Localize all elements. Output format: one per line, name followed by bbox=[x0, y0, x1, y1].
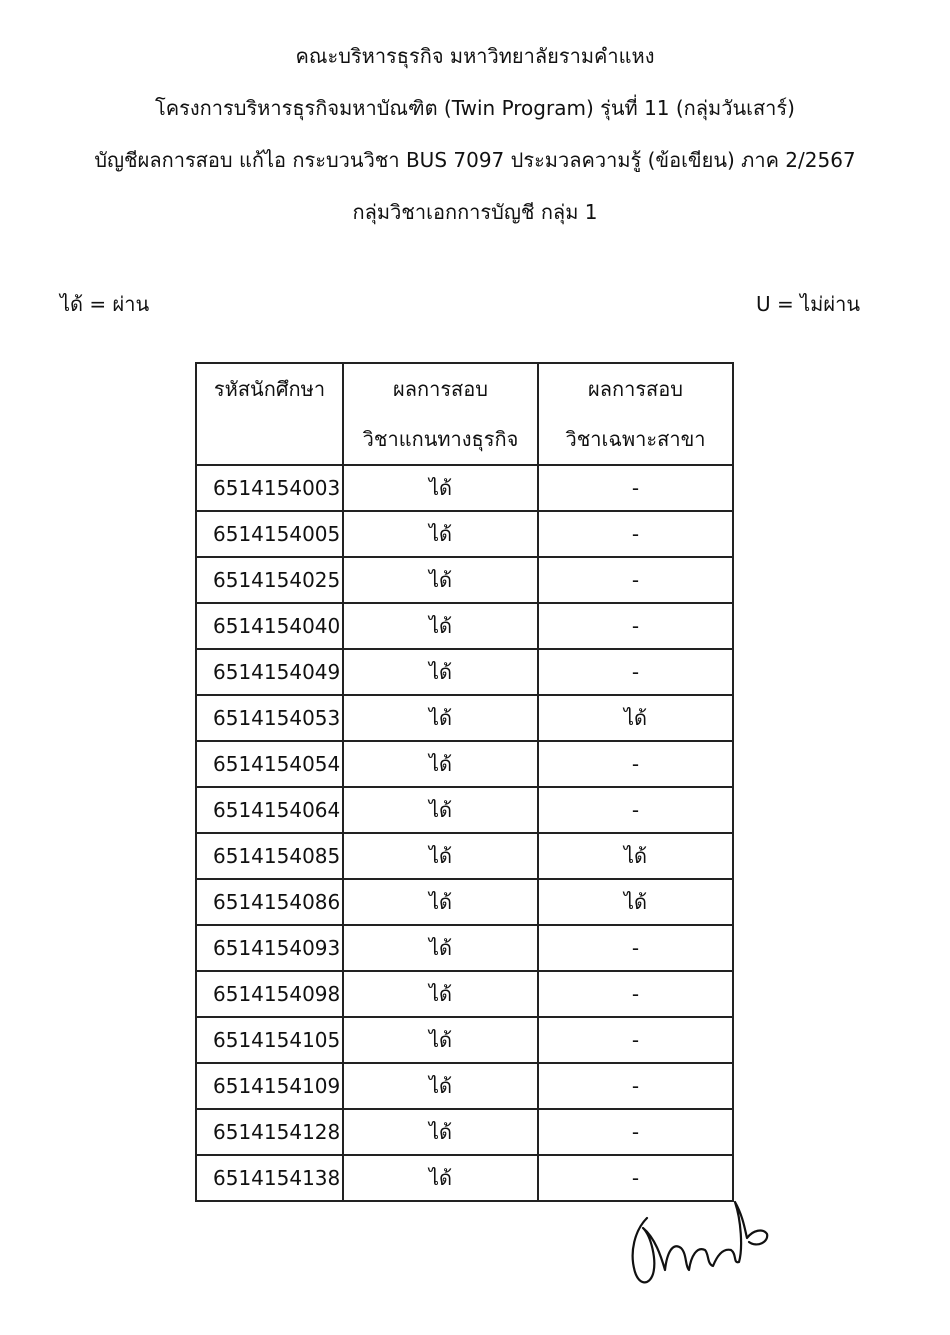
major-result-cell: - bbox=[538, 1109, 733, 1155]
major-group-title: กลุ่มวิชาเอกการบัญชี กลุ่ม 1 bbox=[352, 200, 598, 224]
major-result-cell: ได้ bbox=[538, 695, 733, 741]
table-row bbox=[196, 603, 733, 649]
student-id-cell: 6514154054 bbox=[196, 741, 343, 787]
student-id-cell: 6514154138 bbox=[196, 1155, 343, 1201]
major-result-cell: - bbox=[538, 925, 733, 971]
student-id-cell: 6514154005 bbox=[196, 511, 343, 557]
legend-fail: U = ไม่ผ่าน bbox=[756, 292, 860, 316]
core-result-cell: ได้ bbox=[343, 1063, 538, 1109]
signature bbox=[625, 1190, 775, 1290]
core-result-cell: ได้ bbox=[343, 879, 538, 925]
table-header-row bbox=[196, 363, 733, 465]
table-row bbox=[196, 925, 733, 971]
program-title: โครงการบริหารธุรกิจมหาบัณฑิต (Twin Program) รุ่นที่ 11 (กลุ่มวันเสาร์) bbox=[155, 96, 795, 120]
major-result-cell: - bbox=[538, 971, 733, 1017]
table-row bbox=[196, 1017, 733, 1063]
student-id-cell: 6514154040 bbox=[196, 603, 343, 649]
core-result-cell: ได้ bbox=[343, 649, 538, 695]
core-result-cell: ได้ bbox=[343, 465, 538, 511]
major-result-cell: - bbox=[538, 1063, 733, 1109]
core-result-cell: ได้ bbox=[343, 1155, 538, 1201]
student-id-cell: 6514154098 bbox=[196, 971, 343, 1017]
student-id-cell: 6514154025 bbox=[196, 557, 343, 603]
results-table bbox=[195, 362, 734, 1202]
core-result-cell: ได้ bbox=[343, 511, 538, 557]
core-result-cell: ได้ bbox=[343, 787, 538, 833]
student-id-cell: 6514154049 bbox=[196, 649, 343, 695]
student-id-cell: 6514154053 bbox=[196, 695, 343, 741]
core-result-cell: ได้ bbox=[343, 741, 538, 787]
major-result-cell: - bbox=[538, 1017, 733, 1063]
major-result-cell: - bbox=[538, 1155, 733, 1201]
major-result-cell: - bbox=[538, 603, 733, 649]
student-id-cell: 6514154003 bbox=[196, 465, 343, 511]
student-id-cell: 6514154128 bbox=[196, 1109, 343, 1155]
exam-results-title: บัญชีผลการสอบ แก้ไอ กระบวนวิชา BUS 7097 ประมวลความรู้ (ข้อเขียน) ภาค 2/2567 bbox=[94, 148, 856, 172]
student-id-cell: 6514154105 bbox=[196, 1017, 343, 1063]
student-id-cell: 6514154064 bbox=[196, 787, 343, 833]
table-row bbox=[196, 465, 733, 511]
table-row bbox=[196, 1109, 733, 1155]
core-result-cell: ได้ bbox=[343, 925, 538, 971]
document-header bbox=[0, 30, 950, 238]
student-id-header: รหัสนักศึกษา bbox=[196, 363, 343, 465]
student-id-cell: 6514154085 bbox=[196, 833, 343, 879]
table-row bbox=[196, 557, 733, 603]
faculty-title: คณะบริหารธุรกิจ มหาวิทยาลัยรามคำแหง bbox=[295, 44, 655, 68]
legend-pass: ได้ = ผ่าน bbox=[60, 292, 150, 316]
core-result-cell: ได้ bbox=[343, 603, 538, 649]
core-result-cell: ได้ bbox=[343, 971, 538, 1017]
major-result-cell: - bbox=[538, 557, 733, 603]
major-result-cell: - bbox=[538, 511, 733, 557]
core-result-cell: ได้ bbox=[343, 1109, 538, 1155]
major-result-header: ผลการสอบ วิชาเฉพาะสาขา bbox=[538, 363, 733, 465]
table-row bbox=[196, 787, 733, 833]
table-row bbox=[196, 695, 733, 741]
major-result-cell: - bbox=[538, 741, 733, 787]
student-id-cell: 6514154093 bbox=[196, 925, 343, 971]
core-result-header: ผลการสอบ วิชาแกนทางธุรกิจ bbox=[343, 363, 538, 465]
table-row bbox=[196, 511, 733, 557]
table-row bbox=[196, 741, 733, 787]
core-result-cell: ได้ bbox=[343, 1017, 538, 1063]
core-result-cell: ได้ bbox=[343, 833, 538, 879]
table-row bbox=[196, 1063, 733, 1109]
student-id-cell: 6514154109 bbox=[196, 1063, 343, 1109]
major-result-cell: ได้ bbox=[538, 879, 733, 925]
core-result-cell: ได้ bbox=[343, 695, 538, 741]
table-row bbox=[196, 971, 733, 1017]
major-result-cell: - bbox=[538, 649, 733, 695]
table-row bbox=[196, 833, 733, 879]
major-result-cell: ได้ bbox=[538, 833, 733, 879]
major-result-cell: - bbox=[538, 465, 733, 511]
table-row bbox=[196, 879, 733, 925]
core-result-cell: ได้ bbox=[343, 557, 538, 603]
table-row bbox=[196, 649, 733, 695]
student-id-cell: 6514154086 bbox=[196, 879, 343, 925]
major-result-cell: - bbox=[538, 787, 733, 833]
